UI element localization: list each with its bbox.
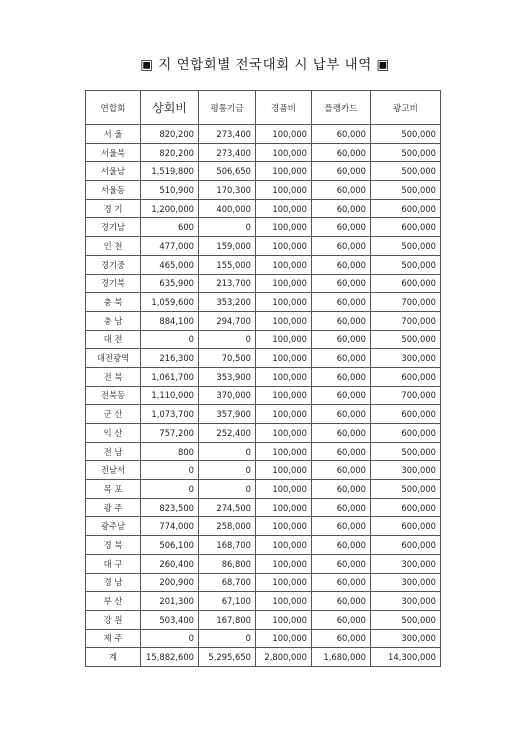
table-row — [86, 498, 441, 517]
cell-advertising: 500,000 — [371, 162, 441, 181]
cell-prize-cost: 100,000 — [256, 162, 312, 181]
cell-placard: 60,000 — [312, 349, 371, 368]
cell-membership-fee: 503,400 — [141, 610, 199, 629]
cell-unification-fund: 0 — [199, 629, 256, 648]
cell-association: 광주남 — [86, 517, 141, 536]
table-row — [86, 386, 441, 405]
cell-advertising: 600,000 — [371, 199, 441, 218]
cell-prize-cost: 100,000 — [256, 349, 312, 368]
cell-association: 경 북 — [86, 536, 141, 555]
cell-placard: 60,000 — [312, 367, 371, 386]
cell-membership-fee: 774,000 — [141, 517, 199, 536]
cell-prize-cost: 100,000 — [256, 218, 312, 237]
total-unification-fund: 5,295,650 — [199, 648, 256, 667]
cell-advertising: 500,000 — [371, 143, 441, 162]
cell-membership-fee: 1,110,000 — [141, 386, 199, 405]
cell-advertising: 300,000 — [371, 573, 441, 592]
header-advertising: 광고비 — [371, 91, 441, 125]
table-row — [86, 162, 441, 181]
cell-placard: 60,000 — [312, 424, 371, 443]
header-membership-fee: 상회비 — [141, 91, 199, 125]
cell-prize-cost: 100,000 — [256, 330, 312, 349]
cell-prize-cost: 100,000 — [256, 517, 312, 536]
cell-membership-fee: 757,200 — [141, 424, 199, 443]
cell-advertising: 600,000 — [371, 517, 441, 536]
table-row — [86, 274, 441, 293]
cell-association: 경 남 — [86, 573, 141, 592]
table-row — [86, 610, 441, 629]
cell-placard: 60,000 — [312, 405, 371, 424]
cell-prize-cost: 100,000 — [256, 629, 312, 648]
cell-placard: 60,000 — [312, 199, 371, 218]
cell-unification-fund: 170,300 — [199, 181, 256, 200]
cell-prize-cost: 100,000 — [256, 405, 312, 424]
cell-association: 군 산 — [86, 405, 141, 424]
cell-membership-fee: 201,300 — [141, 592, 199, 611]
cell-association: 서울동 — [86, 181, 141, 200]
table-row — [86, 349, 441, 368]
cell-unification-fund: 252,400 — [199, 424, 256, 443]
total-association: 계 — [86, 648, 141, 667]
cell-membership-fee: 600 — [141, 218, 199, 237]
page-title: ▣ 지 연합회별 전국대회 시 납부 내역 ▣ — [140, 57, 390, 73]
cell-prize-cost: 100,000 — [256, 480, 312, 499]
total-row — [86, 648, 441, 667]
cell-placard: 60,000 — [312, 480, 371, 499]
cell-unification-fund: 168,700 — [199, 536, 256, 555]
cell-unification-fund: 370,000 — [199, 386, 256, 405]
cell-association: 전북동 — [86, 386, 141, 405]
cell-advertising: 600,000 — [371, 405, 441, 424]
cell-association: 경기중 — [86, 255, 141, 274]
cell-advertising: 600,000 — [371, 498, 441, 517]
cell-unification-fund: 0 — [199, 480, 256, 499]
cell-unification-fund: 68,700 — [199, 573, 256, 592]
cell-prize-cost: 100,000 — [256, 573, 312, 592]
cell-placard: 60,000 — [312, 162, 371, 181]
cell-association: 충 북 — [86, 293, 141, 312]
cell-advertising: 600,000 — [371, 367, 441, 386]
cell-advertising: 500,000 — [371, 610, 441, 629]
cell-unification-fund: 294,700 — [199, 311, 256, 330]
cell-placard: 60,000 — [312, 554, 371, 573]
cell-association: 강 원 — [86, 610, 141, 629]
table-row — [86, 405, 441, 424]
cell-advertising: 500,000 — [371, 330, 441, 349]
cell-placard: 60,000 — [312, 461, 371, 480]
cell-unification-fund: 400,000 — [199, 199, 256, 218]
cell-unification-fund: 0 — [199, 461, 256, 480]
table-row — [86, 255, 441, 274]
cell-unification-fund: 258,000 — [199, 517, 256, 536]
cell-association: 경 기 — [86, 199, 141, 218]
cell-prize-cost: 100,000 — [256, 143, 312, 162]
table-row — [86, 125, 441, 144]
cell-prize-cost: 100,000 — [256, 461, 312, 480]
cell-unification-fund: 155,000 — [199, 255, 256, 274]
cell-prize-cost: 100,000 — [256, 293, 312, 312]
cell-association: 전남서 — [86, 461, 141, 480]
cell-membership-fee: 510,900 — [141, 181, 199, 200]
cell-association: 제 주 — [86, 629, 141, 648]
cell-advertising: 500,000 — [371, 125, 441, 144]
cell-membership-fee: 1,059,600 — [141, 293, 199, 312]
cell-association: 대 전 — [86, 330, 141, 349]
cell-membership-fee: 884,100 — [141, 311, 199, 330]
table-row — [86, 629, 441, 648]
cell-placard: 60,000 — [312, 218, 371, 237]
cell-unification-fund: 86,800 — [199, 554, 256, 573]
table-row — [86, 218, 441, 237]
cell-membership-fee: 820,200 — [141, 125, 199, 144]
cell-placard: 60,000 — [312, 498, 371, 517]
cell-prize-cost: 100,000 — [256, 592, 312, 611]
header-unification-fund: 평통기금 — [199, 91, 256, 125]
cell-unification-fund: 159,000 — [199, 237, 256, 256]
cell-advertising: 700,000 — [371, 311, 441, 330]
cell-placard: 60,000 — [312, 517, 371, 536]
cell-association: 광 주 — [86, 498, 141, 517]
table-row — [86, 293, 441, 312]
table-row — [86, 554, 441, 573]
cell-association: 경기남 — [86, 218, 141, 237]
total-prize-cost: 2,800,000 — [256, 648, 312, 667]
cell-placard: 60,000 — [312, 629, 371, 648]
cell-advertising: 300,000 — [371, 554, 441, 573]
cell-unification-fund: 213,700 — [199, 274, 256, 293]
cell-membership-fee: 260,400 — [141, 554, 199, 573]
cell-membership-fee: 820,200 — [141, 143, 199, 162]
total-advertising: 14,300,000 — [371, 648, 441, 667]
cell-placard: 60,000 — [312, 610, 371, 629]
cell-placard: 60,000 — [312, 237, 371, 256]
table-row — [86, 536, 441, 555]
cell-unification-fund: 273,400 — [199, 143, 256, 162]
cell-prize-cost: 100,000 — [256, 424, 312, 443]
cell-prize-cost: 100,000 — [256, 181, 312, 200]
cell-association: 부 산 — [86, 592, 141, 611]
table-row — [86, 573, 441, 592]
cell-association: 서울남 — [86, 162, 141, 181]
cell-unification-fund: 357,900 — [199, 405, 256, 424]
cell-association: 대전광역 — [86, 349, 141, 368]
table-row — [86, 181, 441, 200]
table-row — [86, 330, 441, 349]
header-row — [86, 91, 441, 125]
cell-unification-fund: 70,500 — [199, 349, 256, 368]
cell-association: 충 남 — [86, 311, 141, 330]
cell-membership-fee: 1,061,700 — [141, 367, 199, 386]
cell-membership-fee: 1,073,700 — [141, 405, 199, 424]
cell-advertising: 500,000 — [371, 480, 441, 499]
cell-placard: 60,000 — [312, 592, 371, 611]
cell-association: 인 천 — [86, 237, 141, 256]
cell-advertising: 300,000 — [371, 592, 441, 611]
cell-advertising: 300,000 — [371, 629, 441, 648]
cell-membership-fee: 506,100 — [141, 536, 199, 555]
cell-advertising: 300,000 — [371, 461, 441, 480]
cell-prize-cost: 100,000 — [256, 255, 312, 274]
cell-membership-fee: 477,000 — [141, 237, 199, 256]
cell-placard: 60,000 — [312, 386, 371, 405]
header-placard: 플랭카드 — [312, 91, 371, 125]
cell-membership-fee: 635,900 — [141, 274, 199, 293]
header-association: 연합회 — [86, 91, 141, 125]
table-row — [86, 517, 441, 536]
cell-association: 서울북 — [86, 143, 141, 162]
cell-membership-fee: 1,200,000 — [141, 199, 199, 218]
cell-advertising: 300,000 — [371, 349, 441, 368]
cell-prize-cost: 100,000 — [256, 610, 312, 629]
table-row — [86, 592, 441, 611]
cell-placard: 60,000 — [312, 293, 371, 312]
cell-unification-fund: 353,200 — [199, 293, 256, 312]
table-body — [86, 125, 441, 667]
cell-advertising: 500,000 — [371, 181, 441, 200]
cell-prize-cost: 100,000 — [256, 199, 312, 218]
cell-placard: 60,000 — [312, 330, 371, 349]
table-row — [86, 442, 441, 461]
table-row — [86, 480, 441, 499]
cell-placard: 60,000 — [312, 311, 371, 330]
cell-advertising: 500,000 — [371, 442, 441, 461]
cell-advertising: 600,000 — [371, 274, 441, 293]
header-prize-cost: 경품비 — [256, 91, 312, 125]
table-row — [86, 199, 441, 218]
cell-advertising: 600,000 — [371, 424, 441, 443]
cell-prize-cost: 100,000 — [256, 237, 312, 256]
cell-association: 목 포 — [86, 480, 141, 499]
cell-association: 전 북 — [86, 367, 141, 386]
cell-advertising: 700,000 — [371, 293, 441, 312]
cell-membership-fee: 0 — [141, 629, 199, 648]
table-row — [86, 367, 441, 386]
cell-unification-fund: 506,650 — [199, 162, 256, 181]
cell-advertising: 500,000 — [371, 237, 441, 256]
cell-membership-fee: 0 — [141, 480, 199, 499]
cell-membership-fee: 1,519,800 — [141, 162, 199, 181]
cell-prize-cost: 100,000 — [256, 274, 312, 293]
cell-association: 익 산 — [86, 424, 141, 443]
table-row — [86, 311, 441, 330]
cell-unification-fund: 0 — [199, 330, 256, 349]
cell-placard: 60,000 — [312, 181, 371, 200]
cell-unification-fund: 167,800 — [199, 610, 256, 629]
cell-membership-fee: 465,000 — [141, 255, 199, 274]
table-row — [86, 143, 441, 162]
cell-advertising: 600,000 — [371, 536, 441, 555]
cell-unification-fund: 0 — [199, 442, 256, 461]
cell-placard: 60,000 — [312, 274, 371, 293]
cell-placard: 60,000 — [312, 536, 371, 555]
cell-membership-fee: 216,300 — [141, 349, 199, 368]
cell-placard: 60,000 — [312, 573, 371, 592]
cell-prize-cost: 100,000 — [256, 367, 312, 386]
cell-membership-fee: 200,900 — [141, 573, 199, 592]
cell-association: 대 구 — [86, 554, 141, 573]
cell-membership-fee: 0 — [141, 330, 199, 349]
cell-prize-cost: 100,000 — [256, 554, 312, 573]
total-placard: 1,680,000 — [312, 648, 371, 667]
cell-placard: 60,000 — [312, 143, 371, 162]
cell-placard: 60,000 — [312, 255, 371, 274]
cell-unification-fund: 273,400 — [199, 125, 256, 144]
payment-table — [85, 90, 441, 667]
cell-association: 경기북 — [86, 274, 141, 293]
table-row — [86, 424, 441, 443]
cell-advertising: 600,000 — [371, 218, 441, 237]
cell-placard: 60,000 — [312, 125, 371, 144]
cell-membership-fee: 823,500 — [141, 498, 199, 517]
cell-prize-cost: 100,000 — [256, 498, 312, 517]
cell-prize-cost: 100,000 — [256, 311, 312, 330]
cell-advertising: 700,000 — [371, 386, 441, 405]
cell-unification-fund: 0 — [199, 218, 256, 237]
cell-placard: 60,000 — [312, 442, 371, 461]
cell-membership-fee: 800 — [141, 442, 199, 461]
cell-unification-fund: 353,900 — [199, 367, 256, 386]
table-row — [86, 237, 441, 256]
total-membership-fee: 15,882,600 — [141, 648, 199, 667]
cell-advertising: 500,000 — [371, 255, 441, 274]
table-row — [86, 461, 441, 480]
cell-association: 전 남 — [86, 442, 141, 461]
cell-unification-fund: 274,500 — [199, 498, 256, 517]
cell-prize-cost: 100,000 — [256, 125, 312, 144]
cell-membership-fee: 0 — [141, 461, 199, 480]
cell-prize-cost: 100,000 — [256, 386, 312, 405]
cell-unification-fund: 67,100 — [199, 592, 256, 611]
cell-prize-cost: 100,000 — [256, 442, 312, 461]
cell-association: 서 울 — [86, 125, 141, 144]
cell-prize-cost: 100,000 — [256, 536, 312, 555]
